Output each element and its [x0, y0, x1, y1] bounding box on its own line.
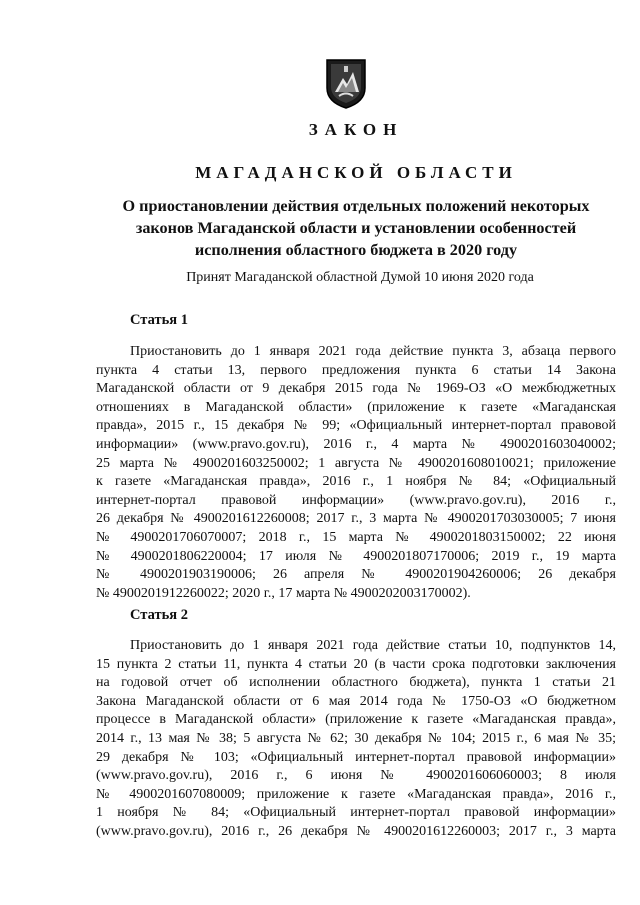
- text-line: № 4900201903190006; 26 апреля № 4900201904260006; 26 декабря: [96, 567, 616, 583]
- text-line: к газете «Магаданская правда», 2016 г., 1 ноября № 84; «Официальный: [96, 474, 616, 490]
- text-line: № 4900201706070007; 2018 г., 15 марта № 4900201803150002; 22 июня: [96, 529, 616, 545]
- text-line: № 4900201912260022; 2020 г., 17 марта № 4900202003170002).: [96, 585, 471, 601]
- text-line: Приостановить до 1 января 2021 года действие статьи 10, подпунктов 14,: [130, 638, 616, 653]
- article-2-heading: Статья 2: [130, 607, 188, 623]
- text-line: 29 декабря № 103; «Официальный интернет-портал правовой информации»: [96, 749, 616, 765]
- law-title: [40, 195, 636, 261]
- adoption-note: Принят Магаданской областной Думой 10 июня 2020 года: [186, 270, 534, 285]
- text-line: 1 ноября № 84; «Официальный интернет-портал правовой информации»: [96, 805, 616, 821]
- text-line: № 4900201607080009; приложение к газете «Магаданская правда», 2016 г.,: [96, 786, 616, 802]
- text-line: процессе в Магаданской области» (приложение к газете «Магаданская правда»,: [96, 712, 616, 728]
- text-line: на годовой отчет об исполнении областного бюджета), пункта 1 статьи 21: [96, 675, 616, 691]
- law-title-line: исполнения областного бюджета в 2020 году: [194, 241, 518, 259]
- law-title-line: законов Магаданской области и установлении особенностей: [135, 219, 577, 237]
- region-heading: МАГАДАНСКОЙ ОБЛАСТИ: [195, 163, 517, 182]
- text-line: информации» (www.pravo.gov.ru), 2016 г., 4 марта № 4900201603040002;: [96, 436, 616, 452]
- text-line: Магаданской области от 9 декабря 2015 года № 1969-ОЗ «О межбюджетных: [96, 381, 616, 397]
- text-line: пункта 4 статьи 13, первого предложения пункта 6 статьи 14 Закона: [96, 362, 616, 378]
- article-1-text: [96, 343, 616, 603]
- text-line: 2014 г., 13 мая № 38; 5 августа № 62; 30 декабря № 104; 2015 г., 6 мая № 35;: [96, 730, 616, 746]
- magadan-coat-of-arms-icon: [325, 58, 367, 110]
- law-title-line: О приостановлении действия отдельных положений некоторых: [122, 197, 590, 215]
- text-line: 25 марта № 4900201603250002; 1 августа № 4900201608010021; приложение: [96, 455, 616, 471]
- text-line: отношениях в Магаданской области» (приложение к газете «Магаданская: [96, 399, 616, 415]
- text-line: 26 декабря № 4900201612260008; 2017 г., 3 марта № 4900201703030005; 7 июня: [96, 511, 616, 527]
- text-line: Приостановить до 1 января 2021 года действие пункта 3, абзаца первого: [130, 344, 616, 359]
- text-line: интернет-портал правовой информации» (www.pravo.gov.ru), 2016 г.,: [96, 492, 616, 508]
- article-1-heading: Статья 1: [130, 312, 188, 328]
- text-line: Закона Магаданской области от 6 мая 2014 года № 1750-ОЗ «О бюджетном: [96, 693, 616, 709]
- article-2-text: [96, 637, 616, 842]
- text-line: (www.pravo.gov.ru), 2016 г., 6 июня № 4900201606060003; 8 июля: [96, 768, 616, 784]
- text-line: 15 пункта 2 статьи 11, пункта 4 статьи 20 (в части срока подготовки заключения: [96, 656, 616, 672]
- text-line: № 4900201806220004; 17 июля № 4900201807170006; 2019 г., 19 марта: [96, 548, 616, 564]
- text-line: правда», 2015 г., 15 декабря № 99; «Официальный интернет-портал правовой: [96, 418, 616, 434]
- text-line: (www.pravo.gov.ru), 2016 г., 26 декабря № 4900201612260003; 2017 г., 3 марта: [96, 823, 616, 839]
- law-heading: ЗАКОН: [308, 120, 404, 139]
